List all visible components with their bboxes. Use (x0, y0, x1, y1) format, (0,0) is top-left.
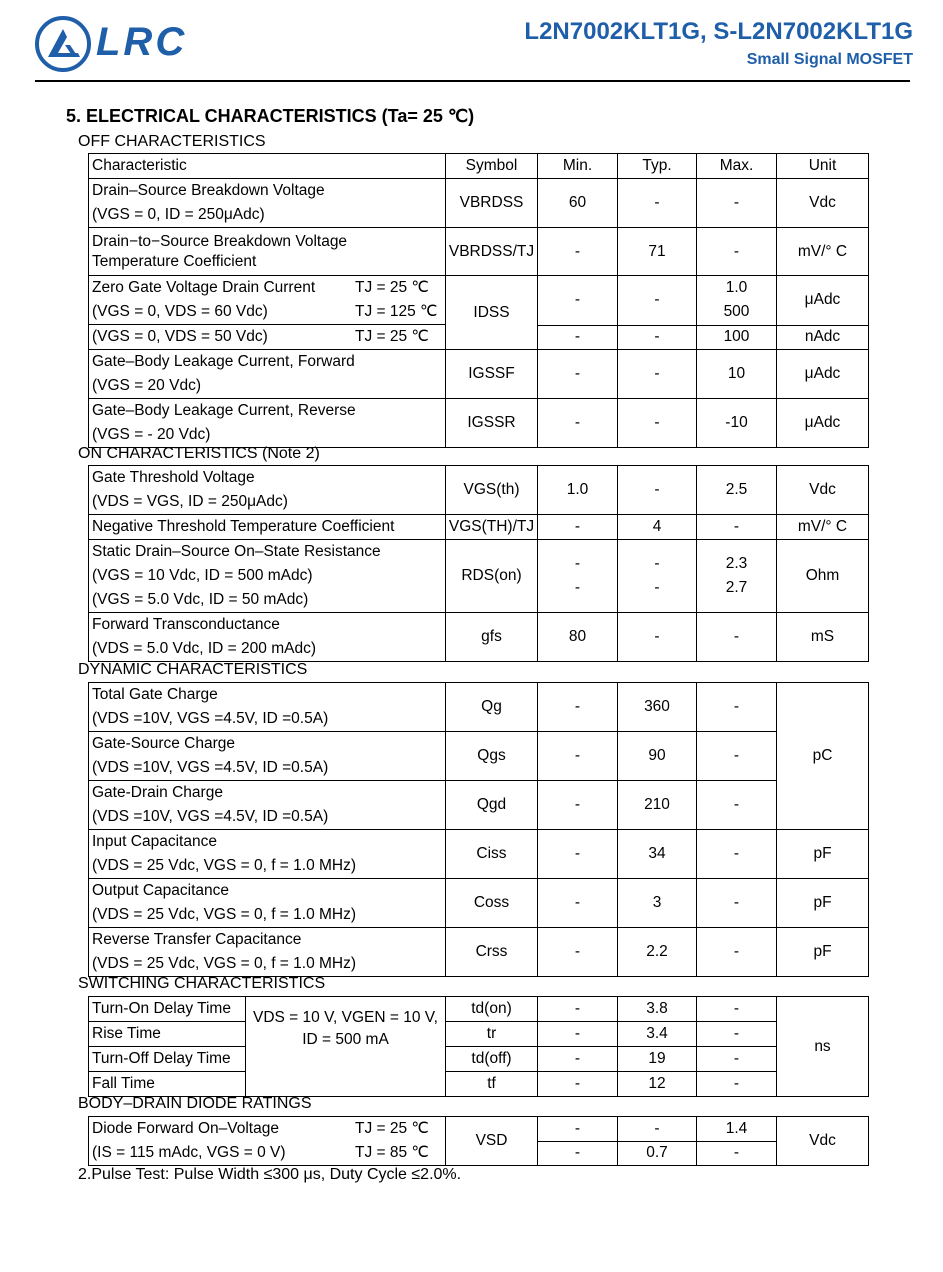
table-row (89, 515, 869, 540)
typ-value: - (618, 325, 697, 349)
column-header-typ: Typ. (618, 154, 697, 179)
on-characteristics-heading: ON CHARACTERISTICS (Note 2) (78, 445, 320, 462)
max-value: - (697, 1072, 777, 1097)
table-row (89, 399, 869, 448)
table-row (89, 879, 869, 928)
unit-value: mV/° C (797, 242, 848, 260)
max-value: - (733, 698, 740, 715)
table-row (89, 683, 869, 732)
max-value: - (697, 1022, 777, 1047)
test-condition: (VDS =10V, VGS =4.5V, ID =0.5A) (92, 710, 329, 727)
off-characteristics-heading: OFF CHARACTERISTICS (78, 133, 266, 150)
typ-value: - (618, 1117, 697, 1142)
max-value: - (733, 242, 740, 260)
characteristic-name: Forward Transconductance (92, 616, 280, 633)
characteristic-name: Output Capacitance (92, 882, 230, 899)
min-value: - (538, 1141, 618, 1166)
symbol-cell: VGS(th) (446, 466, 538, 515)
column-header-symbol: Symbol (446, 154, 538, 179)
dynamic-characteristics-heading: DYNAMIC CHARACTERISTICS (78, 661, 308, 678)
symbol-cell: VBRDSS/TJ (446, 228, 538, 276)
lrc-logo-icon (34, 15, 92, 73)
symbol-cell: Crss (446, 928, 538, 977)
unit-value: μAdc (804, 414, 841, 431)
max-value: - (697, 1047, 777, 1072)
typ-value: 71 (648, 242, 666, 260)
symbol-cell: tr (446, 1022, 538, 1047)
characteristic-name: Diode Forward On–Voltage (92, 1120, 279, 1137)
max-value: -10 (725, 414, 748, 431)
max-value: - (733, 747, 740, 764)
unit-value: Ohm (805, 567, 840, 584)
test-condition: (VDS = 25 Vdc, VGS = 0, f = 1.0 MHz) (92, 906, 357, 923)
table-row (89, 350, 869, 399)
table-row (89, 781, 869, 830)
symbol-cell: VBRDSS (446, 179, 538, 228)
characteristic-name: Static Drain–Source On–State Resistance (92, 543, 381, 560)
typ-value: 3 (652, 894, 662, 911)
min-value: - (574, 894, 581, 911)
max-value: - (733, 894, 740, 911)
characteristic-name: Turn-On Delay Time (92, 1000, 231, 1017)
temperature-condition: TJ = 25 ℃ (355, 328, 429, 345)
min-value: - (574, 943, 581, 960)
table-row (89, 276, 869, 326)
test-condition: ID = 500 mA (302, 1031, 389, 1048)
test-condition: (VGS = 5.0 Vdc, ID = 50 mAdc) (92, 591, 309, 608)
characteristic-name: Gate–Body Leakage Current, Forward (92, 353, 355, 370)
symbol-cell: tf (446, 1072, 538, 1097)
characteristic-name: Gate-Drain Charge (92, 784, 223, 801)
min-value: - (574, 845, 581, 862)
characteristic-name: Drain–Source Breakdown Voltage (92, 182, 325, 199)
body-drain-diode-table (88, 1116, 869, 1166)
typ-value: 19 (618, 1047, 697, 1072)
test-condition: (VGS = 0, VDS = 60 Vdc) (92, 303, 268, 320)
temperature-condition: TJ = 125 ℃ (355, 303, 438, 320)
product-subtitle: Small Signal MOSFET (746, 51, 913, 68)
typ-value: 34 (648, 845, 666, 862)
min-value: - (574, 698, 581, 715)
max-value: - (697, 997, 777, 1022)
test-condition: (VDS =10V, VGS =4.5V, ID =0.5A) (92, 808, 329, 825)
test-condition: (VDS = 25 Vdc, VGS = 0, f = 1.0 MHz) (92, 857, 357, 874)
min-value: - (574, 242, 581, 260)
min-value: 80 (568, 628, 587, 645)
max-value: - (697, 1141, 777, 1166)
unit-value: pC (777, 683, 869, 830)
max-value: - (733, 796, 740, 813)
max-value: - (733, 194, 740, 211)
min-value: - (538, 515, 618, 540)
part-numbers: L2N7002KLT1G, S-L2N7002KLT1G (524, 18, 913, 45)
typ-value: 210 (644, 796, 670, 813)
unit-value: mS (810, 628, 835, 645)
characteristic-name: Drain−to−Source Breakdown Voltage (92, 232, 348, 250)
unit-value: pF (813, 845, 832, 862)
unit-value: pF (813, 943, 832, 960)
symbol-cell: IDSS (446, 276, 538, 350)
min-value: - (538, 1047, 618, 1072)
footnote-pulse-test: 2.Pulse Test: Pulse Width ≤300 μs, Duty Cycle ≤2.0%. (78, 1166, 462, 1183)
unit-value: mV/° C (777, 515, 869, 540)
min-value: - (538, 1117, 618, 1142)
min-value: 60 (568, 194, 587, 211)
column-header-unit: Unit (777, 154, 869, 179)
section-title: 5. ELECTRICAL CHARACTERISTICS (Ta= 25 ℃) (66, 106, 475, 126)
on-characteristics-table (88, 465, 869, 662)
table-row (89, 1022, 869, 1047)
max-value: 100 (697, 325, 777, 349)
typ-value: - (654, 414, 660, 431)
characteristic-name: Gate–Body Leakage Current, Reverse (92, 402, 356, 419)
column-header-characteristic: Characteristic (92, 157, 187, 174)
typ-value: 360 (644, 698, 670, 715)
characteristic-name: Rise Time (92, 1025, 161, 1042)
dynamic-characteristics-table (88, 682, 869, 977)
symbol-cell: td(on) (446, 997, 538, 1022)
unit-value: Vdc (809, 481, 836, 498)
temperature-condition: TJ = 25 ℃ (355, 279, 429, 296)
max-value: 2.5 (725, 481, 748, 498)
typ-value: - (654, 291, 660, 309)
symbol-cell: VGS(TH)/TJ (446, 515, 538, 540)
table-row (89, 1117, 869, 1142)
unit-value: nAdc (777, 325, 869, 349)
test-condition: (VGS = 0, ID = 250μAdc) (92, 206, 265, 223)
typ-value: 4 (618, 515, 697, 540)
test-condition: (IS = 115 mAdc, VGS = 0 V) (92, 1144, 286, 1161)
characteristic-name: Gate Threshold Voltage (92, 469, 255, 486)
unit-value: Vdc (809, 194, 836, 211)
switching-characteristics-heading: SWITCHING CHARACTERISTICS (78, 975, 326, 992)
table-row (89, 540, 869, 613)
column-header-max: Max. (697, 154, 777, 179)
header-divider (35, 80, 910, 82)
table-row (89, 179, 869, 228)
typ-value: - (654, 579, 660, 596)
characteristic-name: Input Capacitance (92, 833, 217, 850)
test-condition: (VDS =10V, VGS =4.5V, ID =0.5A) (92, 759, 329, 776)
typ-value: 0.7 (618, 1141, 697, 1166)
unit-value: μAdc (804, 291, 841, 309)
max-value: 10 (727, 365, 746, 382)
typ-value: - (654, 194, 660, 211)
temperature-condition: TJ = 85 ℃ (355, 1144, 429, 1161)
switching-characteristics-table (88, 996, 869, 1097)
typ-value: 2.2 (646, 943, 668, 960)
table-row (89, 997, 869, 1022)
max-value: 1.0 (725, 279, 748, 297)
typ-value: - (654, 628, 660, 645)
characteristic-name-cont: Temperature Coefficient (92, 252, 257, 270)
characteristic-name: Turn-Off Delay Time (92, 1050, 231, 1067)
min-value: - (538, 1022, 618, 1047)
symbol-cell: Ciss (446, 830, 538, 879)
table-row (89, 830, 869, 879)
table-row (89, 1047, 869, 1072)
min-value: - (538, 325, 618, 349)
symbol-cell: IGSSR (446, 399, 538, 448)
table-header-row (89, 154, 869, 179)
min-value: - (574, 555, 581, 572)
unit-value: pF (813, 894, 832, 911)
test-condition: (VGS = 20 Vdc) (92, 377, 201, 394)
min-value: - (574, 414, 581, 431)
symbol-cell: td(off) (446, 1047, 538, 1072)
characteristic-name: Total Gate Charge (92, 686, 218, 703)
unit-value: ns (814, 1037, 831, 1055)
symbol-cell: Qg (446, 683, 538, 732)
characteristic-name: Negative Threshold Temperature Coefficient (92, 518, 395, 535)
typ-value: 3.8 (618, 997, 697, 1022)
test-condition: VDS = 10 V, VGEN = 10 V, (253, 1009, 438, 1026)
table-row (89, 1072, 869, 1097)
characteristic-name: Zero Gate Voltage Drain Current (92, 279, 316, 296)
table-row (89, 928, 869, 977)
test-condition: (VDS = VGS, ID = 250μAdc) (92, 493, 288, 510)
table-row (89, 228, 869, 276)
typ-value: - (654, 365, 660, 382)
typ-value: 90 (648, 747, 666, 764)
unit-value: Vdc (809, 1132, 836, 1149)
max-value: - (733, 628, 740, 645)
table-row (89, 732, 869, 781)
max-value: 1.4 (697, 1117, 777, 1142)
table-row (89, 613, 869, 662)
symbol-cell: Qgd (446, 781, 538, 830)
min-value: - (574, 579, 581, 596)
typ-value: 12 (618, 1072, 697, 1097)
symbol-cell: RDS(on) (461, 567, 522, 584)
max-value: 2.7 (725, 579, 748, 596)
characteristic-name: Gate-Source Charge (92, 735, 236, 752)
symbol-cell: gfs (446, 613, 538, 662)
min-value: - (574, 747, 581, 764)
characteristic-name: Fall Time (92, 1075, 155, 1092)
symbol-cell: IGSSF (446, 350, 538, 399)
temperature-condition: TJ = 25 ℃ (355, 1120, 429, 1137)
unit-value: μAdc (804, 365, 841, 382)
column-header-min: Min. (538, 154, 618, 179)
test-condition: (VDS = 5.0 Vdc, ID = 200 mAdc) (92, 640, 316, 657)
min-value: 1.0 (566, 481, 589, 498)
min-value: - (574, 796, 581, 813)
min-value: - (574, 291, 581, 309)
test-condition: (VGS = 10 Vdc, ID = 500 mAdc) (92, 567, 313, 584)
max-value: - (733, 943, 740, 960)
typ-value: 3.4 (618, 1022, 697, 1047)
logo-text: LRC (96, 20, 188, 64)
typ-value: - (654, 555, 660, 572)
characteristic-name: Reverse Transfer Capacitance (92, 931, 302, 948)
test-condition: (VGS = - 20 Vdc) (92, 426, 211, 443)
page-header (0, 0, 943, 84)
test-condition: (VDS = 25 Vdc, VGS = 0, f = 1.0 MHz) (92, 955, 357, 972)
table-row (89, 466, 869, 515)
max-value: 500 (723, 303, 750, 321)
symbol-cell: Qgs (446, 732, 538, 781)
off-characteristics-table (88, 153, 869, 448)
min-value: - (538, 997, 618, 1022)
symbol-cell: VSD (446, 1117, 538, 1166)
max-value: 2.3 (725, 555, 748, 572)
min-value: - (538, 1072, 618, 1097)
typ-value: - (654, 481, 660, 498)
test-condition: (VGS = 0, VDS = 50 Vdc) (92, 328, 268, 345)
max-value: - (697, 515, 777, 540)
max-value: - (733, 845, 740, 862)
symbol-cell: Coss (446, 879, 538, 928)
min-value: - (574, 365, 581, 382)
body-drain-diode-heading: BODY–DRAIN DIODE RATINGS (78, 1095, 312, 1112)
